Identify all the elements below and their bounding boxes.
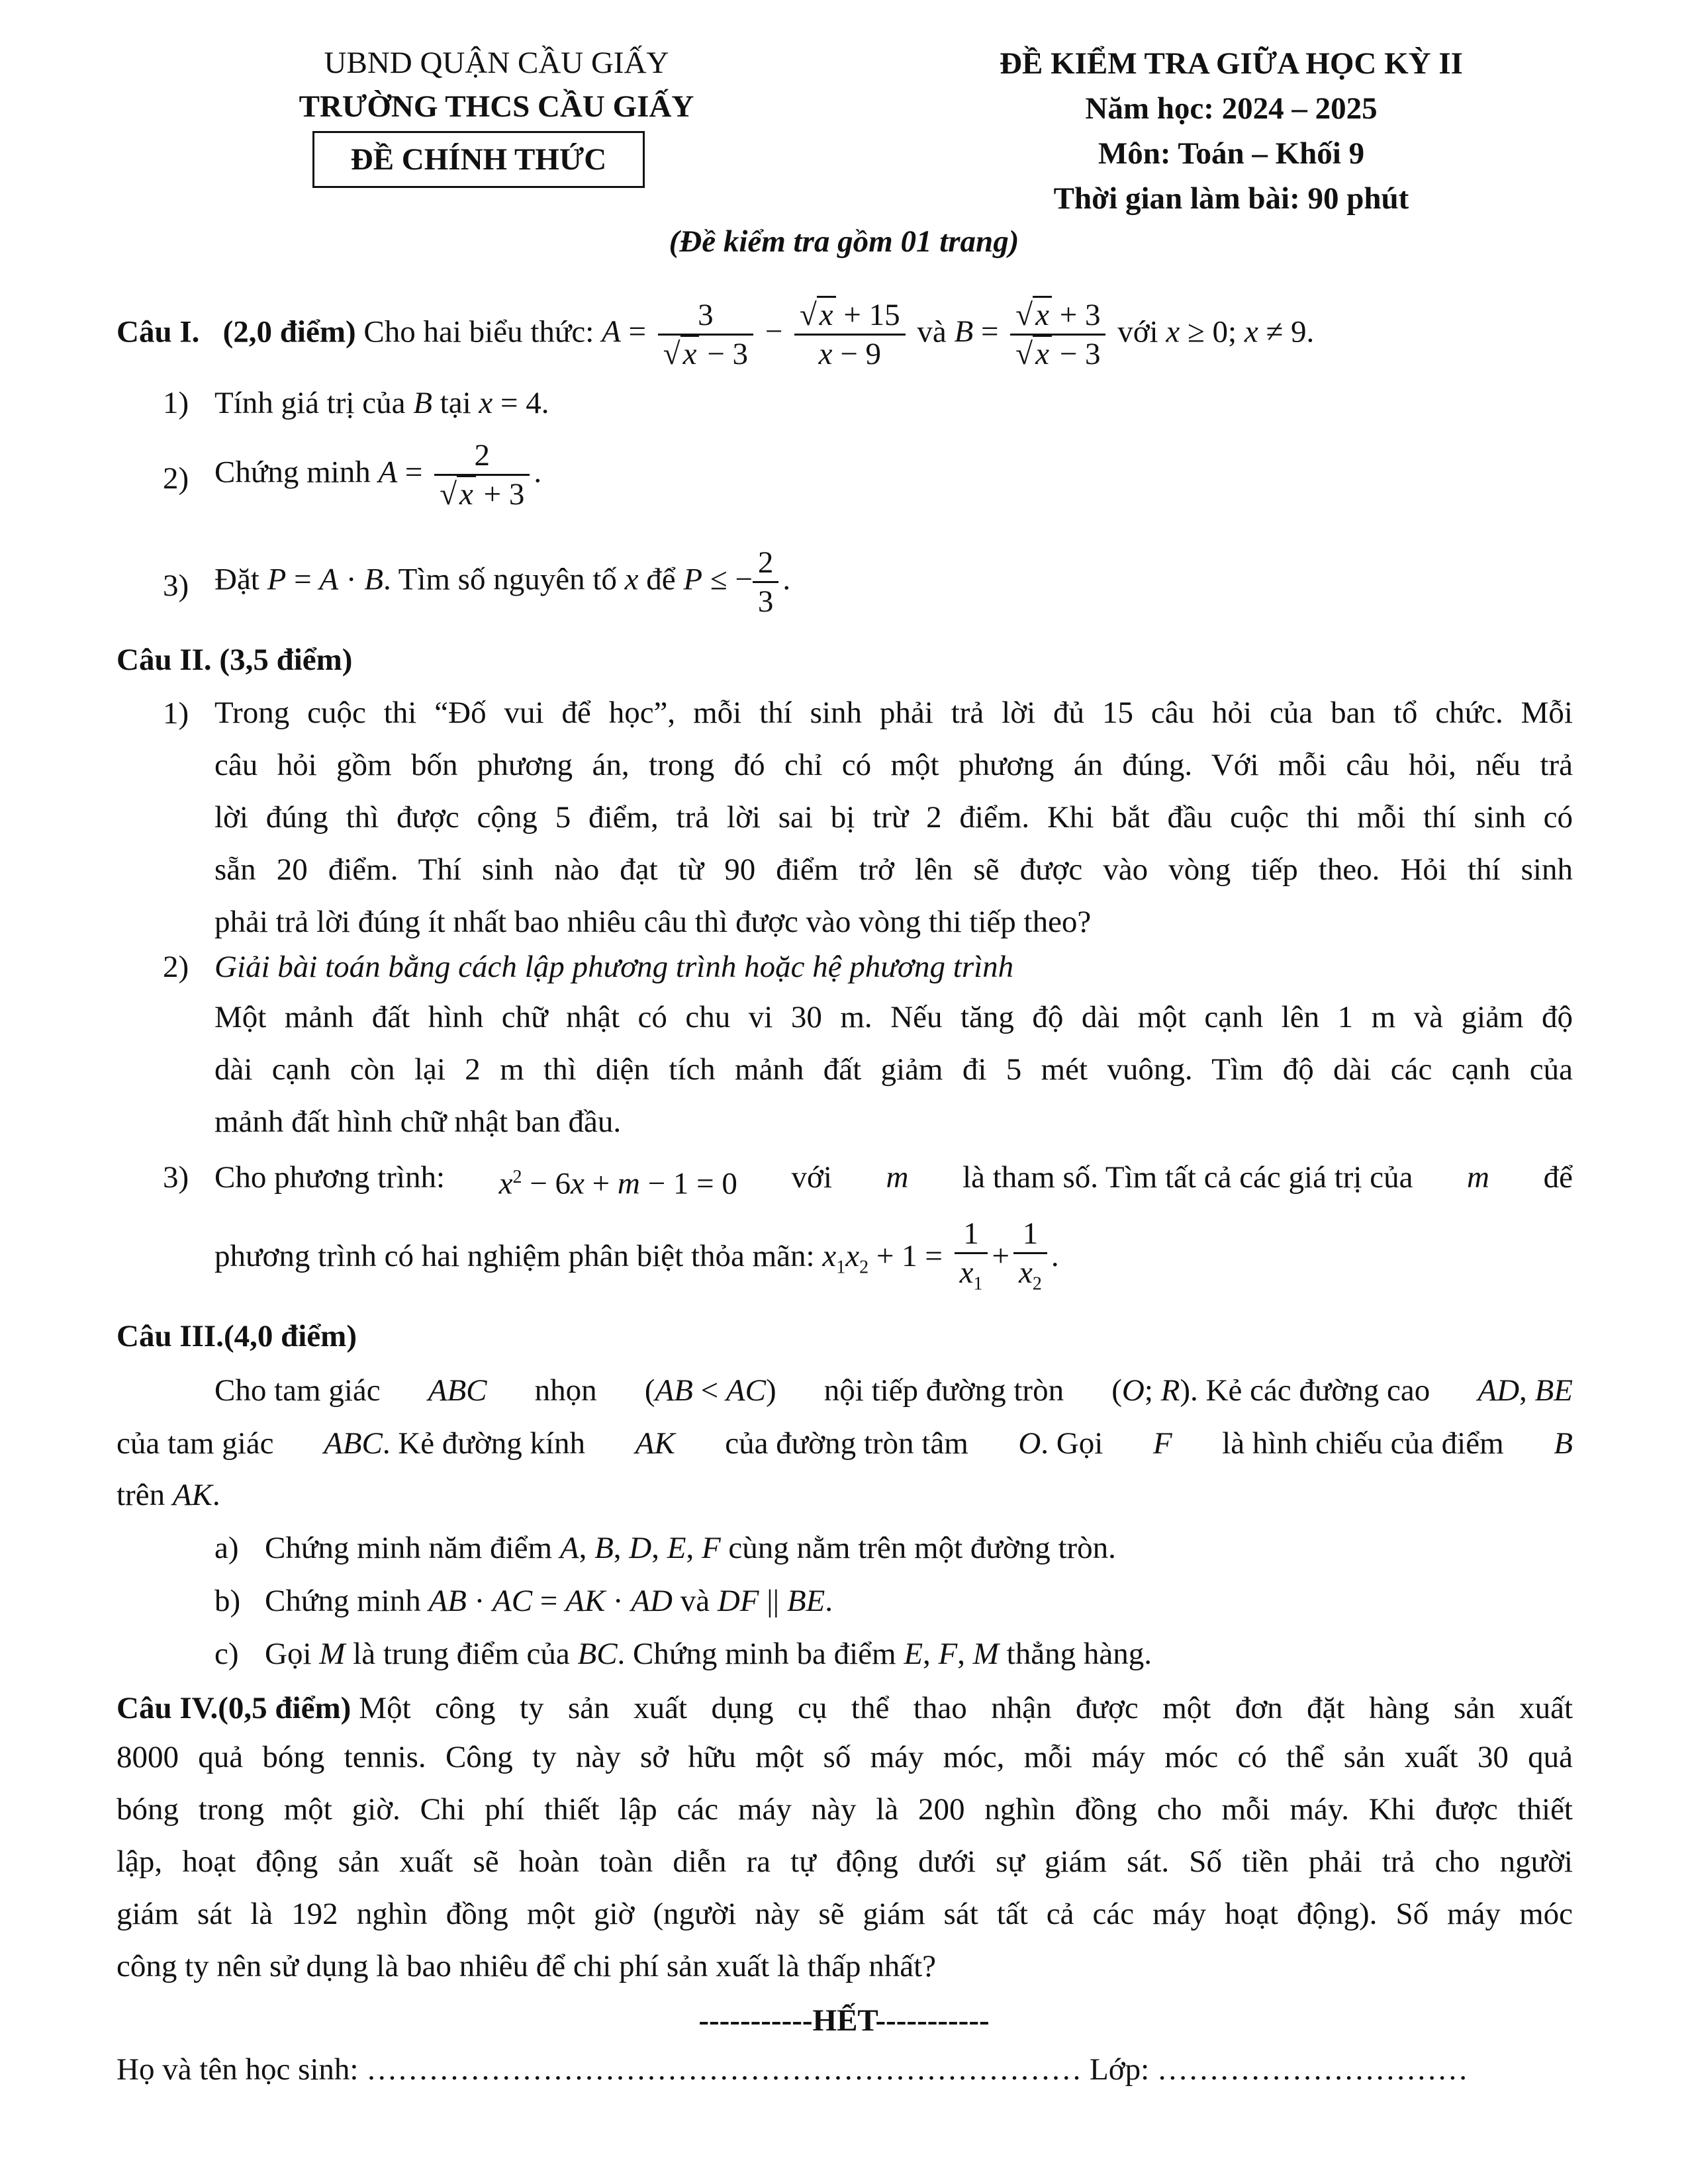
q3-line-2-a: của tam giác xyxy=(117,1426,274,1461)
school-header xyxy=(252,41,741,128)
q2-item-2-line-3: mảnh đất hình chữ nhật ban đầu. xyxy=(214,1105,622,1139)
q3-line-1-b: nhọn xyxy=(534,1373,597,1408)
student-name-label: Họ và tên học sinh: xyxy=(117,2052,359,2087)
q3-line-3: trên AK. xyxy=(117,1478,220,1512)
q2-item-2-number: 2) xyxy=(163,950,189,984)
question-4-label: Câu IV. xyxy=(117,1691,218,1725)
q2-item-3-line-2: phương trình có hai nghiệm phân biệt thỏa mãn: $x_1x_2 + 1$ = $\frac{1}{x_1}$ + $\frac{1}{x_2}$ . xyxy=(214,1215,1059,1302)
question-2-points: (3,5 điểm) xyxy=(219,643,353,677)
q1-item-2-number: 2) xyxy=(163,461,189,496)
question-1-label: Câu I. xyxy=(117,314,200,349)
q3-item-b-text-2: và xyxy=(680,1584,710,1618)
pages-note: (Đề kiểm tra gồm 01 trang) xyxy=(669,224,1019,259)
q2-item-3-text-a: Cho phương trình: xyxy=(214,1160,445,1195)
question-4-text-5: giám sát là 192 nghìn đồng một giờ (người này sẽ giám sát tất cả các máy hoạt động). Số máy móc xyxy=(117,1897,1573,1931)
q2-item-1-paragraph xyxy=(214,687,1573,948)
expression-A: A = $\frac{3}{√x - 3}$ − $\frac{√x + 15}{x - 9}$ xyxy=(602,314,917,349)
q1-item-3: Đặt P = A · B. Tìm số nguyên tố x để P ≤ − $\frac{2}{3}$ . xyxy=(214,545,791,619)
question-4-text-2: 8000 quả bóng tennis. Công ty này sở hữu một số máy móc, mỗi máy móc có thể sản xuất 30 quả xyxy=(117,1740,1573,1774)
q3-line-1-d: . Kẻ các đường cao xyxy=(1190,1373,1430,1408)
question-4-text-4: lập, hoạt động sản xuất sẽ hoàn toàn diễn ra tự động dưới sự giám sát. Số tiền phải trả cho người xyxy=(117,1844,1573,1879)
q3-line-1-a: Cho tam giác xyxy=(214,1373,381,1408)
q1-item-3-number: 3) xyxy=(163,569,189,603)
q3-item-a-number: a) xyxy=(214,1531,239,1565)
q1-item-3-text-c: để xyxy=(646,562,676,597)
class-field[interactable]: ………………………… xyxy=(1156,2052,1468,2087)
question-3-heading xyxy=(117,1314,357,1358)
q2-item-2-title: Giải bài toán bằng cách lập phương trình hoặc hệ phương trình xyxy=(214,950,1014,984)
q3-line-2-d: . Gọi xyxy=(1041,1426,1103,1461)
question-4-text-1: Một công ty sản xuất dụng cụ thể thao nhận được một đơn đặt hàng sản xuất xyxy=(359,1691,1573,1725)
q3-item-a: Chứng minh năm điểm A, B, D, E, F cùng nằm trên một đường tròn. xyxy=(265,1531,1116,1565)
q1-item-1-text: Tính giá trị của xyxy=(214,386,406,420)
q2-item-1-line-5: phải trả lời đúng ít nhất bao nhiêu câu thì được vào vòng thi tiếp theo? xyxy=(214,905,1092,939)
time-limit: Thời gian làm bài: 90 phút xyxy=(1053,181,1409,216)
q2-item-1-number: 1) xyxy=(163,696,189,731)
q3-item-c: Gọi M là trung điểm của BC. Chứng minh ba điểm E, F, M thẳng hàng. xyxy=(265,1637,1152,1671)
q3-item-c-text: Gọi xyxy=(265,1637,312,1671)
school-name: TRƯỜNG THCS CẦU GIẤY xyxy=(299,89,694,124)
q2-item-3-line-1: Cho phương trình: $x^2 - 6x + m - 1 = 0$ với m là tham số. Tìm tất cả các giá trị của m để xyxy=(214,1156,1573,1206)
end-marker: -----------HẾT----------- xyxy=(698,2003,990,2038)
q2-item-3-text-c: là tham số. Tìm tất cả các giá trị của xyxy=(962,1160,1413,1195)
q3-line-2-b: . Kẻ đường kính xyxy=(382,1426,586,1461)
question-3-label: Câu III. xyxy=(117,1319,224,1353)
expression-B: B = $\frac{√x + 3}{√x - 3}$ xyxy=(955,314,1118,349)
q2-item-1-line-2: câu hỏi gồm bốn phương án, trong đó chỉ có một phương án đúng. Với mỗi câu hỏi, nếu trả xyxy=(214,748,1573,782)
class-label: Lớp: xyxy=(1090,2052,1150,2087)
question-4-line-1 xyxy=(117,1686,1573,1730)
q2-item-2-line-2: dài cạnh còn lại 2 m thì diện tích mảnh đất giảm đi 5 mét vuông. Tìm độ dài các cạnh của xyxy=(214,1052,1573,1087)
q2-item-2-line-1: Một mảnh đất hình chữ nhật có chu vi 30 m. Nếu tăng độ dài một cạnh lên 1 m và giảm độ xyxy=(214,1000,1573,1034)
q1-item-1-number: 1) xyxy=(163,386,189,420)
q3-line-2-e: là hình chiếu của điểm xyxy=(1222,1426,1504,1461)
q2-item-1-line-4: sẵn 20 điểm. Thí sinh nào đạt từ 90 điểm trở lên sẽ được vào vòng tiếp theo. Hỏi thí sinh xyxy=(214,852,1573,887)
question-4-text-6: công ty nên sử dụng là bao nhiêu để chi phí sản xuất là thấp nhất? xyxy=(117,1949,937,1983)
q3-item-c-text-2: là trung điểm của xyxy=(353,1637,570,1671)
q3-item-c-number: c) xyxy=(214,1637,239,1671)
exam-header xyxy=(880,41,1582,221)
question-1-points: (2,0 điểm) xyxy=(222,314,356,349)
q3-item-c-text-3: . Chứng minh ba điểm xyxy=(617,1637,896,1671)
q2-item-1-line-1: Trong cuộc thi “Đố vui để học”, mỗi thí sinh phải trả lời đủ 15 câu hỏi của ban tổ chức. Mỗi xyxy=(214,696,1573,730)
question-2-label: Câu II. xyxy=(117,643,212,677)
q3-item-c-text-4: thẳng hàng. xyxy=(1006,1637,1152,1671)
q2-item-3-number: 3) xyxy=(163,1160,189,1195)
q2-item-1-line-3: lời đúng thì được cộng 5 điểm, trả lời sai bị trừ 2 điểm. Khi bắt đầu cuộc thi mỗi thí sinh có xyxy=(214,800,1573,835)
q1-item-1: Tính giá trị của B tại x = 4. xyxy=(214,386,549,420)
q1-item-3-text-a: Đặt xyxy=(214,562,259,597)
q3-item-b-text: Chứng minh xyxy=(265,1584,421,1618)
question-4-paragraph xyxy=(117,1731,1573,1993)
q2-item-2-paragraph xyxy=(214,991,1573,1148)
q3-line-3-a: trên xyxy=(117,1478,165,1512)
student-name-field[interactable]: …………………………………………………………… xyxy=(366,2052,1082,2087)
q2-item-3-text-d: để xyxy=(1543,1160,1573,1195)
subject-grade: Môn: Toán – Khối 9 xyxy=(1098,136,1365,171)
q1-item-3-text-b: . Tìm số nguyên tố xyxy=(383,562,617,597)
exam-title: ĐỀ KIỂM TRA GIỮA HỌC KỲ II xyxy=(1000,46,1463,81)
q3-line-1: Cho tam giác ABC nhọn (AB < AC) nội tiếp đường tròn (O; R). Kẻ các đường cao AD, BE xyxy=(214,1369,1573,1412)
student-info-footer xyxy=(117,2048,1468,2091)
q3-line-2-c: của đường tròn tâm xyxy=(725,1426,968,1461)
q3-line-1-c: nội tiếp đường tròn xyxy=(823,1373,1064,1408)
q3-line-2: của tam giác ABC. Kẻ đường kính AK của đường tròn tâm O. Gọi F là hình chiếu của điểm B xyxy=(117,1422,1573,1465)
q3-item-a-text-2: cùng nằm trên một đường tròn. xyxy=(728,1531,1116,1565)
question-1-intro: Cho hai biểu thức: xyxy=(363,314,594,349)
question-4-text-3: bóng trong một giờ. Chi phí thiết lập các máy này là 200 nghìn đồng cho mỗi máy. Khi được thiết xyxy=(117,1792,1573,1827)
q2-item-3-text-e: phương trình có hai nghiệm phân biệt thỏa mãn: xyxy=(214,1238,815,1273)
question-2-heading xyxy=(117,638,352,682)
with-text: với xyxy=(1117,314,1158,349)
q3-item-a-text: Chứng minh năm điểm xyxy=(265,1531,553,1565)
school-year: Năm học: 2024 – 2025 xyxy=(1085,91,1378,126)
q1-item-2: Chứng minh A = $\frac{2}{√x + 3}$ . xyxy=(214,438,542,512)
question-1-line: Câu I. (2,0 điểm) Cho hai biểu thức: A = $\frac{3}{√x - 3}$ − $\frac{√x + 15}{x - 9}$ và B = $\frac{√x + 3}{√x - 3}$ với x ≥ 0; x ≠ 9. xyxy=(117,296,1314,373)
q1-item-1-text-b: tại xyxy=(440,386,471,420)
district-name: UBND QUẬN CẦU GIẤY xyxy=(324,46,669,80)
and-text: và xyxy=(917,314,947,349)
q1-item-2-text: Chứng minh xyxy=(214,455,371,490)
q2-item-3-text-b: với xyxy=(791,1160,832,1195)
official-exam-badge: ĐỀ CHÍNH THỨC xyxy=(312,131,645,188)
question-3-points: (4,0 điểm) xyxy=(223,1319,357,1353)
q3-item-b-number: b) xyxy=(214,1584,241,1618)
question-4-points: (0,5 điểm) xyxy=(218,1691,352,1725)
q3-item-b: Chứng minh AB · AC = AK · AD và DF || BE. xyxy=(265,1584,833,1618)
